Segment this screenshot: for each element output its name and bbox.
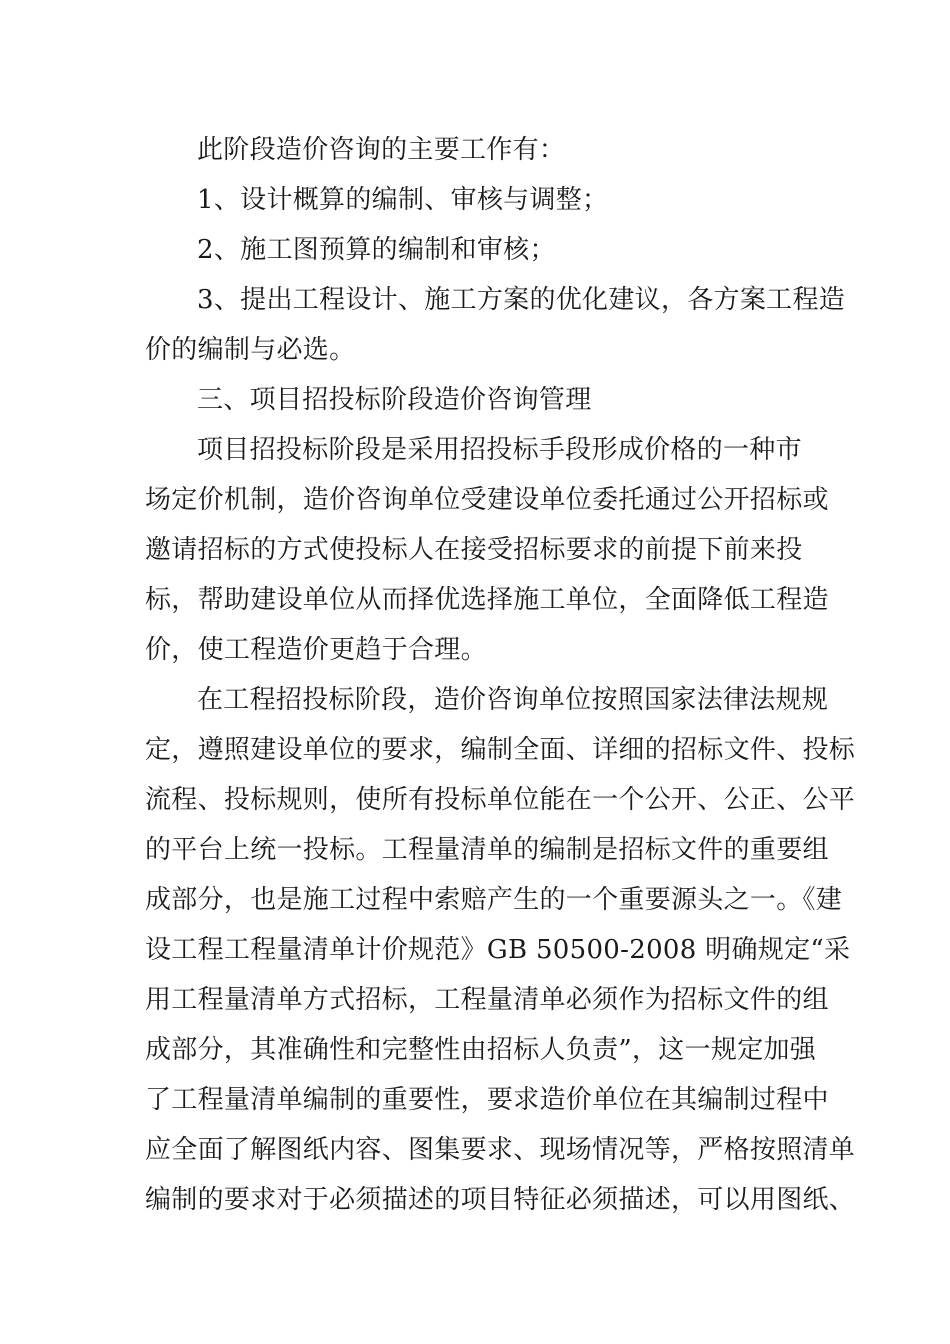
paragraph-line: 成部分，也是施工过程中索赔产生的一个重要源头之一。《建 bbox=[145, 885, 843, 915]
paragraph-line: 流程、投标规则，使所有投标单位能在一个公开、公正、公平 bbox=[145, 785, 856, 815]
paragraph-line: 定，遵照建设单位的要求，编制全面、详细的招标文件、投标 bbox=[145, 735, 856, 765]
paragraph-line: 在工程招投标阶段，造价咨询单位按照国家法律法规规 bbox=[197, 685, 829, 715]
paragraph-line: 价，使工程造价更趋于合理。 bbox=[145, 635, 487, 665]
paragraph-line: 编制的要求对于必须描述的项目特征必须描述，可以用图纸、 bbox=[145, 1185, 856, 1215]
paragraph-line: 了工程量清单编制的重要性，要求造价单位在其编制过程中 bbox=[145, 1085, 829, 1115]
paragraph-line: 设工程工程量清单计价规范》GB 50500-2008 明确规定“采 bbox=[145, 935, 851, 965]
section-heading: 三、项目招投标阶段造价咨询管理 bbox=[197, 385, 592, 415]
paragraph-line-intro: 此阶段造价咨询的主要工作有： bbox=[197, 135, 566, 165]
list-item-1: 1、设计概算的编制、审核与调整； bbox=[197, 185, 609, 215]
paragraph-line: 标，帮助建设单位从而择优选择施工单位，全面降低工程造 bbox=[145, 585, 829, 615]
paragraph-line: 场定价机制，造价咨询单位受建设单位委托通过公开招标或 bbox=[145, 485, 829, 515]
paragraph-line: 邀请招标的方式使投标人在接受招标要求的前提下前来投 bbox=[145, 535, 803, 565]
paragraph-line: 项目招投标阶段是采用招投标手段形成价格的一种市 bbox=[197, 435, 802, 465]
paragraph-line: 成部分，其准确性和完整性由招标人负责”，这一规定加强 bbox=[145, 1035, 817, 1065]
list-item-3: 3、提出工程设计、施工方案的优化建议，各方案工程造 bbox=[197, 285, 846, 315]
list-item-2: 2、施工图预算的编制和审核； bbox=[197, 235, 556, 265]
list-item-3-continued: 价的编制与必选。 bbox=[145, 335, 356, 365]
paragraph-line: 应全面了解图纸内容、图集要求、现场情况等，严格按照清单 bbox=[145, 1135, 856, 1165]
paragraph-line: 的平台上统一投标。工程量清单的编制是招标文件的重要组 bbox=[145, 835, 829, 865]
paragraph-line: 用工程量清单方式招标，工程量清单必须作为招标文件的组 bbox=[145, 985, 829, 1015]
